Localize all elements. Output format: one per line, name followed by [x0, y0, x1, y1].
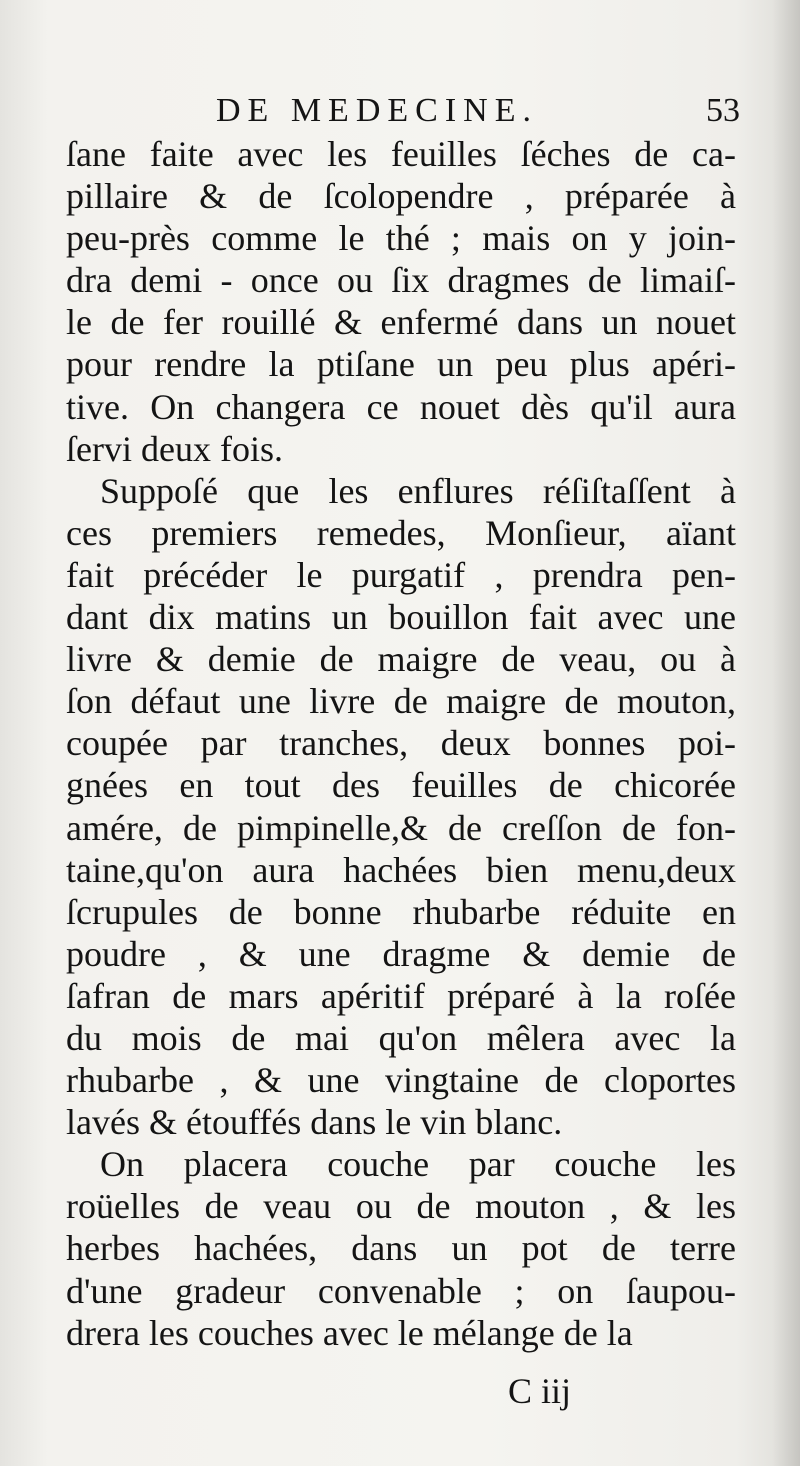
- text-line: ces premiers remedes, Monſieur, aïant: [66, 512, 736, 553]
- paragraph: [66, 1143, 736, 1353]
- text-line: On placera couche par couche les: [100, 1144, 736, 1185]
- text-line: amére, de pimpinelle,& de creſſon de fon-: [66, 807, 736, 848]
- text-line: tive. On changera ce nouet dès qu'il aura: [66, 386, 736, 427]
- text-line: le de fer rouillé & enfermé dans un nouet: [66, 302, 736, 343]
- page-header: [66, 92, 740, 138]
- paragraph: [66, 470, 736, 1144]
- text-line: fait précéder le purgatif , prendra pen-: [66, 554, 736, 595]
- text-line: drera les couches avec le mélange de la: [66, 1312, 633, 1353]
- text-line: d'une gradeur convenable ; on ſaupou-: [66, 1270, 736, 1311]
- text-line: ſafran de mars apéritif préparé à la roſée: [66, 975, 736, 1016]
- signature-mark: C iij: [508, 1371, 572, 1411]
- text-line: herbes hachées, dans un pot de terre: [66, 1228, 736, 1269]
- text-line: poudre , & une dragme & demie de: [66, 933, 736, 974]
- text-line: taine,qu'on aura hachées bien menu,deux: [66, 849, 736, 890]
- body-text: [66, 133, 736, 1354]
- text-line: ſane faite avec les feuilles ſéches de ca-: [66, 134, 736, 174]
- running-title: DE MEDECINE.: [216, 92, 538, 129]
- page-gutter-shadow: [772, 0, 800, 1466]
- text-line: ſcrupules de bonne rhubarbe réduite en: [66, 891, 736, 932]
- text-line: pour rendre la ptiſane un peu plus apéri-: [66, 344, 736, 385]
- text-line: gnées en tout des feuilles de chicorée: [66, 765, 736, 806]
- text-line: livre & demie de maigre de veau, ou à: [66, 639, 736, 680]
- text-line: dra demi - once ou ſix dragmes de limaiſ-: [66, 260, 736, 301]
- text-line: Suppoſé que les enflures réſiſtaſſent à: [100, 470, 736, 511]
- page-number: 53: [706, 92, 740, 129]
- text-line: roüelles de veau ou de mouton , & les: [66, 1186, 736, 1227]
- paragraph: [66, 133, 736, 470]
- text-line: peu-près comme le thé ; mais on y join-: [66, 218, 736, 259]
- text-line: du mois de mai qu'on mêlera avec la: [66, 1017, 736, 1058]
- text-line: coupée par tranches, deux bonnes poi-: [66, 723, 736, 764]
- text-line: pillaire & de ſcolopendre , préparée à: [66, 176, 736, 217]
- text-line: ſon défaut une livre de maigre de mouton,: [66, 681, 736, 722]
- text-line: lavés & étouffés dans le vin blanc.: [66, 1102, 563, 1143]
- text-line: rhubarbe , & une vingtaine de cloportes: [66, 1060, 736, 1101]
- text-line: dant dix matins un bouillon fait avec une: [66, 597, 736, 638]
- text-line: ſervi deux fois.: [66, 428, 283, 469]
